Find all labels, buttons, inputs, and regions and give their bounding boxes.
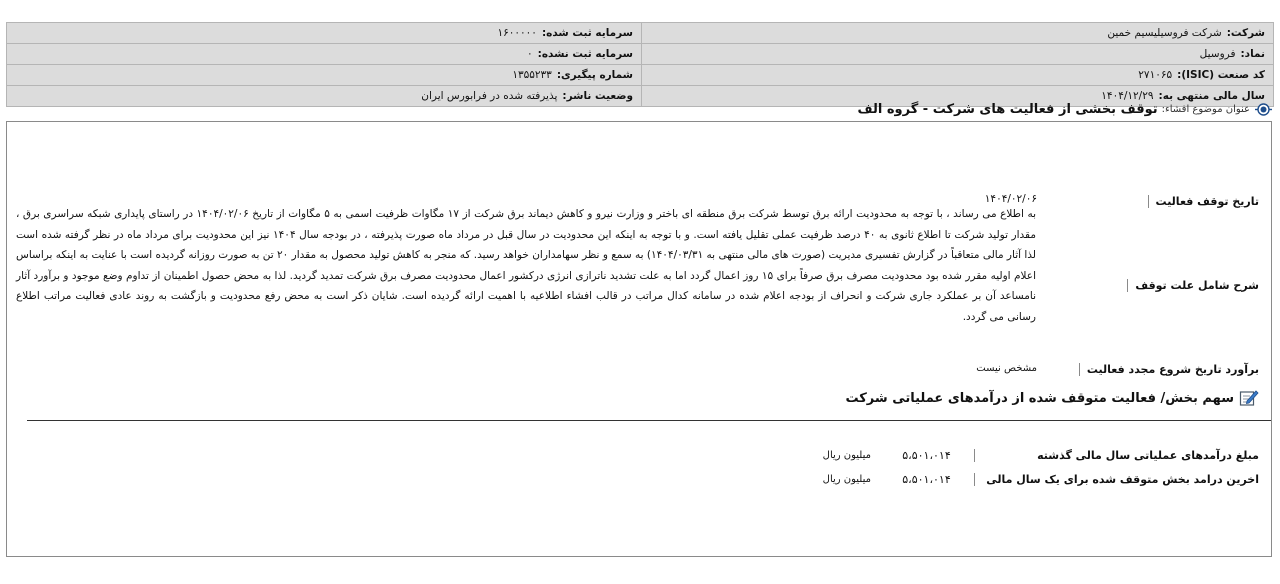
company-label: شرکت:: [1226, 27, 1265, 39]
company-cell: [642, 23, 1274, 44]
revenue-row-unit: میلیون ریال: [822, 473, 871, 485]
publisher-status-cell: [7, 86, 642, 107]
tracking-number-label: شماره پیگیری:: [556, 69, 633, 81]
isic-label: کد صنعت (ISIC):: [1177, 69, 1265, 81]
symbol-cell: [642, 44, 1274, 65]
revenue-row: [823, 446, 1259, 464]
publisher-status-label: وضعیت ناشر:: [562, 90, 633, 102]
company-info-table: [6, 22, 1274, 107]
symbol-label: نماد:: [1240, 48, 1265, 60]
fiscal-year-value: ۱۴۰۴/۱۲/۲۹: [1101, 90, 1154, 102]
restart-date-label: برآورد تاریخ شروع مجدد فعالیت: [1079, 363, 1259, 376]
topic-prefix: عنوان موضوع افشاء:: [1161, 103, 1250, 115]
isic-value: ۲۷۱۰۶۵: [1138, 69, 1173, 81]
revenue-row-unit: میلیون ریال: [822, 449, 871, 461]
publisher-status-value: پذیرفته شده در فرابورس ایران: [421, 90, 558, 102]
revenue-row-label: اخرین درامد بخش متوقف شده برای یک سال مالی: [974, 473, 1259, 486]
registered-capital-label: سرمایه ثبت شده:: [541, 27, 633, 39]
stop-date-value: ۱۴۰۴/۰۲/۰۶: [984, 193, 1037, 205]
company-value: شرکت فروسیلیسیم خمین: [1107, 27, 1222, 39]
edit-note-icon: [1239, 389, 1259, 407]
registered-capital-value: ۱۶۰۰۰۰۰: [497, 27, 537, 39]
tracking-number-value: ۱۳۵۵۲۳۳: [512, 69, 552, 81]
disclosure-topic: [858, 100, 1272, 118]
reason-text: به اطلاع می رساند ، با توجه به محدودیت ارائه برق توسط شرکت برق منطقه ای باختر و وزارت نیرو و کاهش دیماند برق شرکت از ۱۷ مگاوات ظرفیت اسمی به ۵ مگاوات از تاریخ ۱۴۰۴/۰۲/۰۶ در راستای پایداری شبکه سراسری برق ، مقدار تولید شرکت تا اطلاع ثانوی به ۴۰ درصد ظرفیت عملی تقلیل یافته است. و با توجه به اینکه این محدودیت در سال قبل در مرداد ماه صورت پذیرفته ، در بودجه سال ۱۴۰۴ نیز این محدودیت برای مرداد ماه در نظر گرفته شده است لذا آثار مالی متعاقباً در گزارش تفسیری مدیریت (صورت های مالی منتهی به ۱۴۰۴/۰۳/۳۱) به سمع و نظر سهامداران خواهد رسید. که منجر به کاهش تولید محصول به مقدار ۲۰ تن به صورت روزانه گردیده است با عنایت به اینکه براساس اعلام اولیه مقرر شده بود محدودیت مصرف برق صرفاً برای ۱۵ روز اعمال گردد اما به علت تشدید ناترازی انرژی درکشور اعمال محدودیت مصرف برق شرکت تمدید گردید. لذا به محض حصول اطمینان از تداوم وضع موجود و برآورد آثار نامساعد آن بر عملکرد جاری شرکت و انحراف از بودجه اعلام شده در سامانه کدال مراتب در قالب افشاء اطلاعیه با اهمیت ارائه گردیده است. شایان ذکر است به محض رفع محدودیت و بازگشت به روند عادی فعالیت مراتب اطلاع رسانی می گردد.: [16, 208, 1037, 323]
revenue-row-label: مبلغ درآمدهای عملیاتی سال مالی گذشته: [974, 449, 1259, 462]
topic-title: توقف بخشی از فعالیت های شرکت - گروه الف: [857, 101, 1158, 117]
revenue-row-amount: ۵،۵۰۱،۰۱۴: [902, 448, 951, 462]
tracking-number-cell: [7, 65, 642, 86]
stop-date-label: تاریخ توقف فعالیت: [1148, 195, 1259, 208]
registered-capital-cell: [7, 23, 642, 44]
unregistered-capital-cell: [7, 44, 642, 65]
fiscal-year-label: سال مالی منتهی به:: [1158, 90, 1265, 102]
revenue-share-title: سهم بخش/ فعالیت متوقف شده از درآمدهای عملیاتی شرکت: [845, 390, 1234, 406]
reason-label: شرح شامل علت توقف: [1127, 279, 1259, 292]
revenue-row-amount: ۵،۵۰۱،۰۱۴: [902, 472, 951, 486]
restart-date-value: مشخص نیست: [976, 363, 1037, 374]
isic-cell: [642, 65, 1274, 86]
revenue-row: [823, 470, 1259, 488]
info-row: [7, 23, 1274, 44]
unregistered-capital-value: ۰: [527, 48, 533, 60]
info-row: [7, 44, 1274, 65]
symbol-value: فروسیل: [1199, 48, 1236, 60]
section-divider: [27, 420, 1271, 421]
disclosure-details-box: [6, 121, 1272, 557]
info-row: [7, 65, 1274, 86]
radio-bullet-icon: [1255, 101, 1272, 118]
revenue-share-heading: [845, 389, 1259, 407]
unregistered-capital-label: سرمایه ثبت نشده:: [537, 48, 633, 60]
